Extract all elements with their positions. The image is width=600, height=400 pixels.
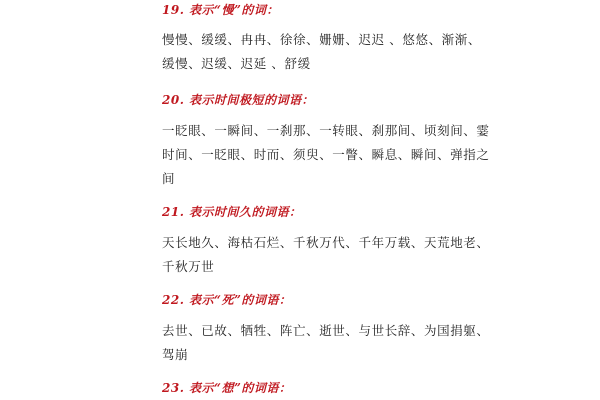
body-line: 缓慢、迟缓、迟延 、舒缓: [162, 56, 311, 71]
body-line: 间: [162, 171, 176, 186]
section-21: [162, 204, 490, 279]
body-line: 时间、一眨眼、时而、须臾、一瞥、瞬息、瞬间、弹指之: [162, 147, 490, 162]
body-line: 慢慢、缓缓、冉冉、徐徐、姗姗、迟迟 、悠悠、渐渐、: [162, 32, 481, 47]
section-23: [162, 380, 452, 396]
section-heading: 22. 表示“死”的词语：: [162, 293, 292, 307]
section-19: [162, 2, 481, 76]
section-22: [162, 292, 490, 367]
body-line: 千秋万世: [162, 259, 215, 274]
section-20: [162, 92, 490, 191]
section-heading: 23. 表示“想”的词语：: [162, 381, 292, 395]
body-line: 一眨眼、一瞬间、一刹那、一转眼、刹那间、顷刻间、霎: [162, 123, 490, 138]
body-line: 天长地久、海枯石烂、千秋万代、千年万载、天荒地老、: [162, 235, 490, 250]
body-line: 去世、已故、牺牲、阵亡、逝世、与世长辞、为国捐躯、: [162, 323, 490, 338]
body-line: 驾崩: [162, 347, 189, 362]
section-body: [162, 231, 490, 279]
section-body: [162, 28, 481, 76]
section-body: [162, 119, 490, 191]
section-heading: 20. 表示时间极短的词语：: [162, 93, 315, 107]
section-heading: 19. 表示“慢”的词：: [162, 3, 279, 17]
section-heading: 21. 表示时间久的词语：: [162, 205, 302, 219]
section-body: [162, 319, 490, 367]
